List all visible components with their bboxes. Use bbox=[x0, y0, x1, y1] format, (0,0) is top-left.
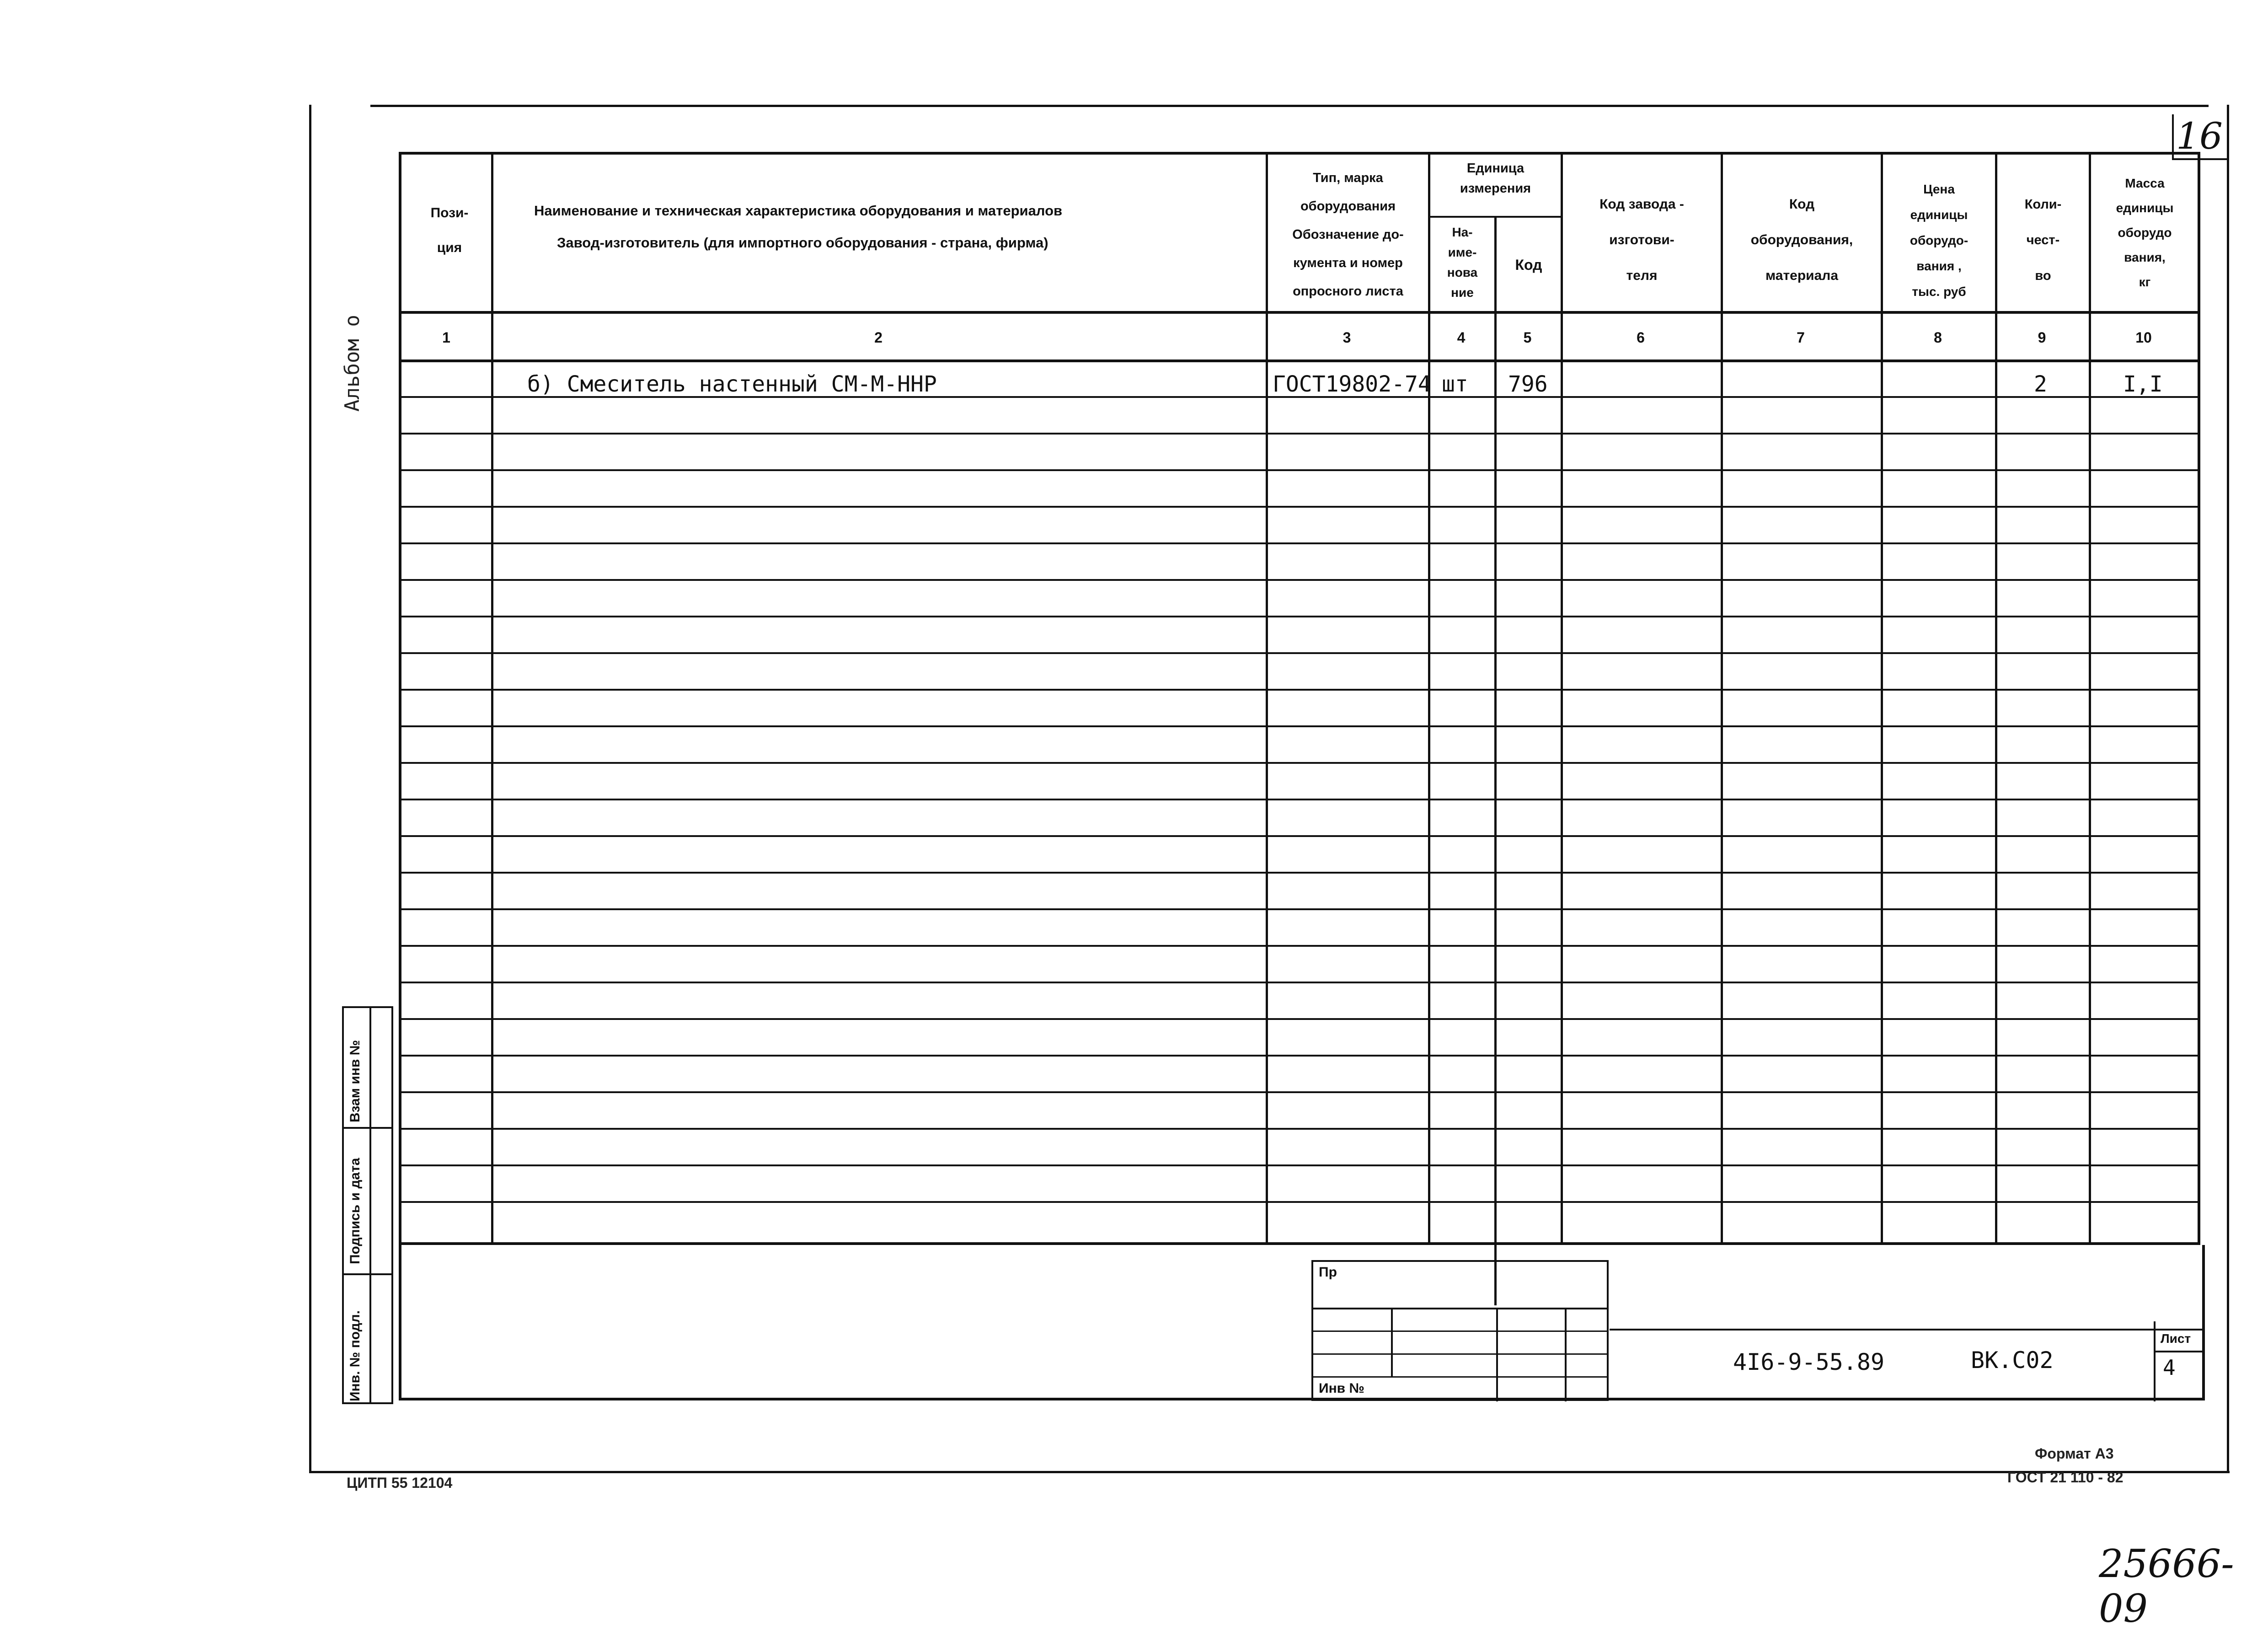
col-number: 10 bbox=[2135, 329, 2152, 346]
header-factory-code: Код завода - изготови- теля bbox=[1599, 197, 1684, 283]
header-quantity: Коли- чест- во bbox=[2024, 197, 2062, 283]
row-name: б) Смеситель настенный СМ-М-ННР bbox=[527, 371, 937, 397]
side-sign-date: Подпись и дата bbox=[348, 1158, 363, 1264]
row-mass: I,I bbox=[2123, 371, 2163, 397]
col-number: 1 bbox=[442, 329, 450, 346]
title-main bbox=[1610, 1329, 2204, 1400]
side-stamp bbox=[342, 1006, 393, 1404]
col-number: 5 bbox=[1523, 329, 1532, 346]
row-line bbox=[401, 1164, 2198, 1166]
header-price: Цена единицы оборудо- вания , тыс. руб bbox=[1910, 182, 1968, 299]
row-line bbox=[401, 616, 2198, 617]
header-name-line2: Завод-изготовитель (для импортного оборудования - страна, фирма) bbox=[557, 235, 1048, 251]
row-line bbox=[401, 579, 2198, 581]
header-type-doc: Тип, марка оборудования Обозначение до- кумента и номер опросного листа bbox=[1292, 171, 1404, 299]
row-line bbox=[401, 835, 2198, 837]
sheet-label: Лист bbox=[2161, 1331, 2191, 1346]
row-line bbox=[401, 1201, 2198, 1203]
row-line bbox=[401, 1091, 2198, 1093]
footer-format: Формат А3 bbox=[2035, 1445, 2114, 1462]
row-line bbox=[401, 982, 2198, 983]
header-unit-name: На- име- нова ние bbox=[1447, 225, 1478, 300]
col-line bbox=[1494, 217, 1497, 1305]
row-line bbox=[401, 433, 2198, 435]
row-line bbox=[401, 542, 2198, 544]
header-unit-group: Единица измерения bbox=[1460, 161, 1531, 196]
frame-left-line bbox=[309, 105, 311, 1472]
col-number: 4 bbox=[1457, 329, 1466, 346]
side-inv-vzam: Взам инв № bbox=[348, 1040, 363, 1122]
col-number: 9 bbox=[2038, 329, 2046, 346]
row-quantity: 2 bbox=[2034, 371, 2047, 397]
frame-right-line bbox=[2227, 105, 2229, 1472]
header-name-line1: Наименование и техническая характеристика оборудования и материалов bbox=[534, 203, 1063, 219]
col-number: 3 bbox=[1343, 329, 1351, 346]
frame-top-line bbox=[370, 105, 2209, 107]
unit-group-line bbox=[1428, 216, 1561, 218]
row-line bbox=[401, 506, 2198, 508]
row-line bbox=[401, 652, 2198, 654]
col-number: 7 bbox=[1797, 329, 1805, 346]
specification-table bbox=[399, 152, 2200, 1245]
col-number: 6 bbox=[1637, 329, 1645, 346]
header-mass: Масса единицы оборудо вания, кг bbox=[2116, 176, 2174, 289]
row-line bbox=[401, 689, 2198, 691]
sheet-number: 16 bbox=[2176, 115, 2223, 157]
album-label: Альбом о bbox=[341, 315, 364, 412]
row-unit-code: 796 bbox=[1508, 371, 1548, 397]
row-line bbox=[401, 1055, 2198, 1057]
row-line bbox=[401, 945, 2198, 947]
row-unit-name: шт bbox=[1442, 371, 1468, 397]
row-line bbox=[401, 799, 2198, 800]
sheet-value: 4 bbox=[2163, 1355, 2176, 1380]
row-line bbox=[401, 469, 2198, 471]
header-bottom-line bbox=[401, 311, 2198, 314]
document-type: ВК.С02 bbox=[1971, 1347, 2054, 1373]
row-line bbox=[401, 725, 2198, 727]
header-unit-code: Код bbox=[1515, 257, 1542, 273]
side-inv-podl: Инв. № подл. bbox=[348, 1310, 363, 1401]
stamp-number: 25666-09 bbox=[2099, 1541, 2234, 1631]
col-number: 8 bbox=[1934, 329, 1942, 346]
title-small-grid bbox=[1311, 1260, 1609, 1401]
title-inv-label: Инв № bbox=[1319, 1381, 1364, 1396]
document-code: 4I6-9-55.89 bbox=[1733, 1349, 1885, 1375]
footer-gost: ГОСТ 21 110 - 82 bbox=[2007, 1469, 2124, 1486]
row-line bbox=[401, 908, 2198, 910]
row-line bbox=[401, 872, 2198, 874]
col-number: 2 bbox=[874, 329, 883, 346]
row-type-doc: ГОСТ19802-74 bbox=[1273, 371, 1431, 397]
row-line bbox=[401, 762, 2198, 764]
title-pr-label: Пр bbox=[1319, 1265, 1337, 1280]
header-equipment-code: Код оборудования, материала bbox=[1750, 197, 1853, 283]
frame-bottom-line bbox=[309, 1471, 2230, 1473]
footer-left: ЦИТП 55 12104 bbox=[347, 1475, 453, 1491]
row-line bbox=[401, 1018, 2198, 1020]
header-position: Пози- ция bbox=[430, 205, 469, 255]
row-line bbox=[401, 1128, 2198, 1130]
